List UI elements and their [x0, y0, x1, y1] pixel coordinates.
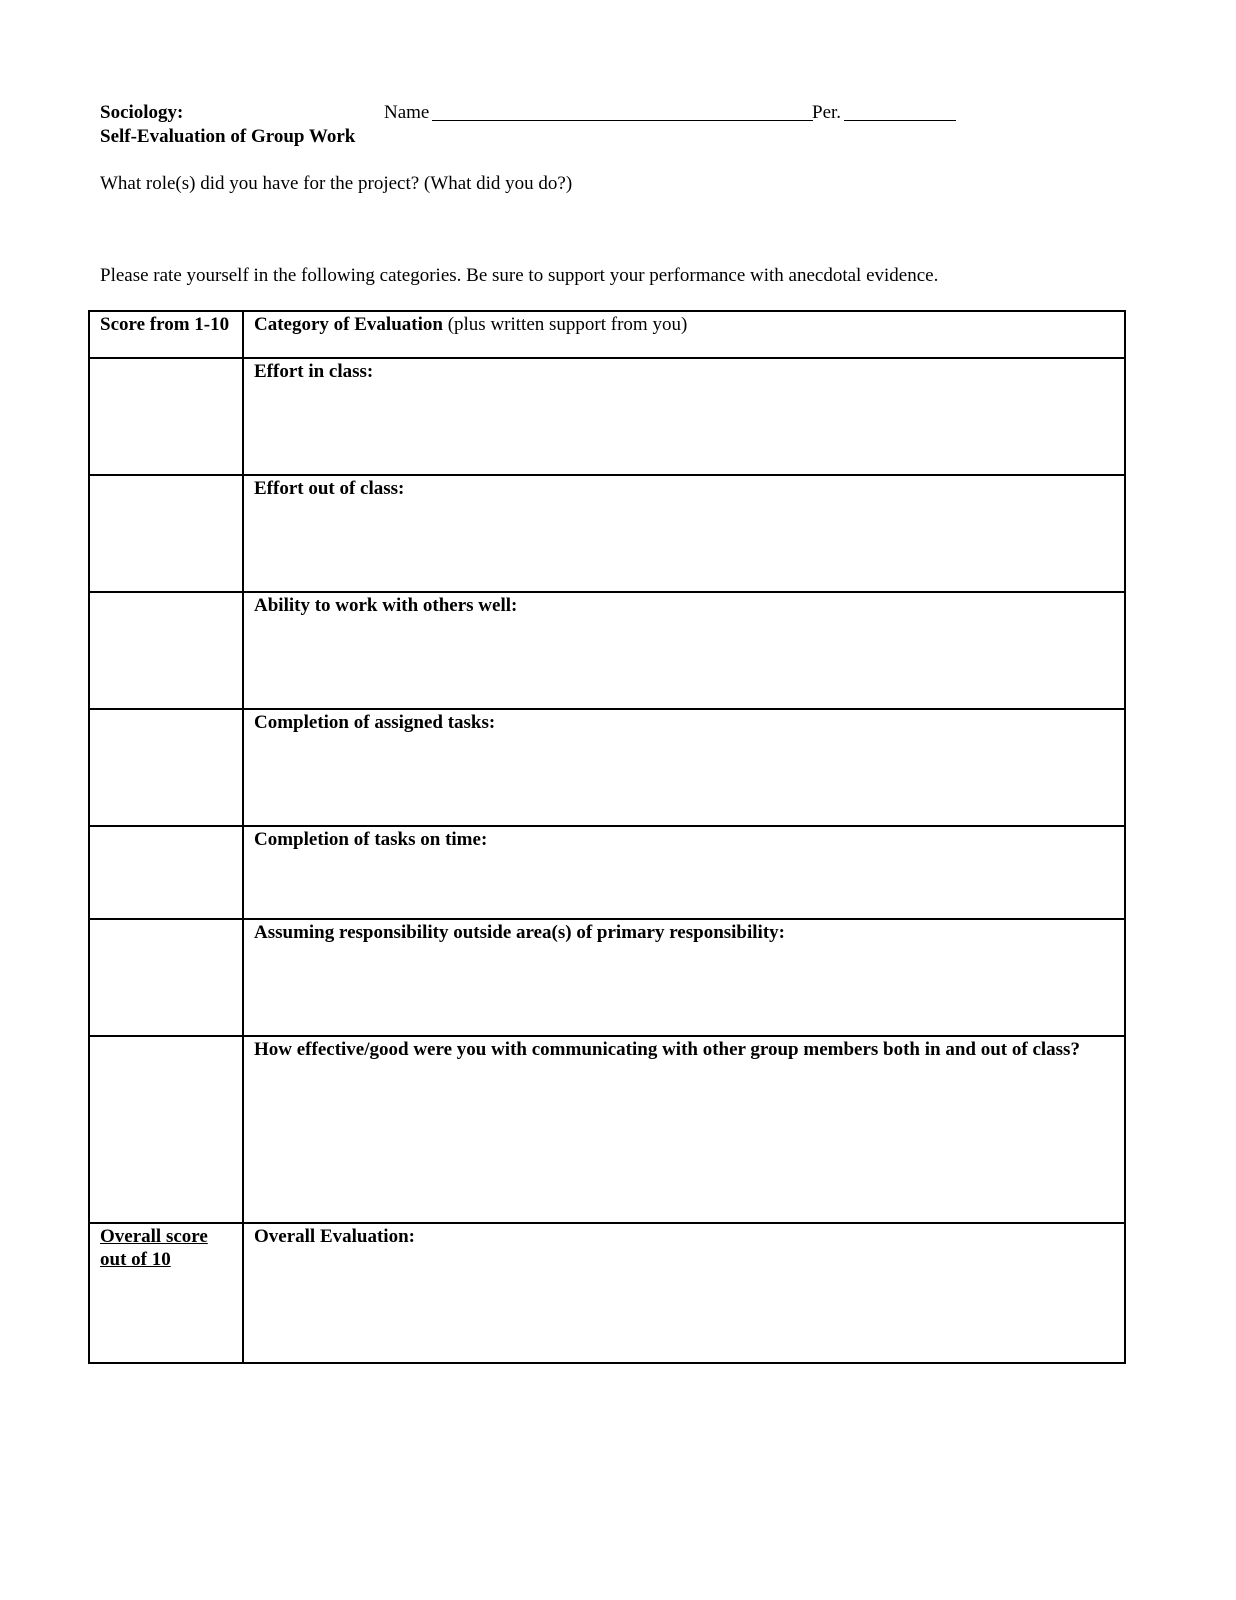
role-question: What role(s) did you have for the project? (What did you do?) — [100, 173, 573, 194]
course-title: Sociology: — [100, 102, 184, 123]
score-cell[interactable] — [89, 919, 243, 1036]
period-field[interactable] — [844, 120, 956, 121]
category-cell[interactable] — [243, 826, 1125, 919]
category-label: Completion of assigned tasks: — [254, 712, 496, 733]
score-cell[interactable] — [89, 709, 243, 826]
category-label: How effective/good were you with communicating with other group members both in and out of class? — [254, 1039, 1080, 1060]
category-label: Ability to work with others well: — [254, 595, 518, 616]
category-cell[interactable] — [243, 919, 1125, 1036]
category-label: Assuming responsibility outside area(s) of primary responsibility: — [254, 922, 785, 943]
score-column-header — [89, 311, 243, 358]
category-cell[interactable] — [243, 475, 1125, 592]
overall-evaluation-cell[interactable] — [243, 1223, 1125, 1363]
overall-evaluation-label: Overall Evaluation: — [254, 1226, 415, 1247]
category-label: Completion of tasks on time: — [254, 829, 488, 850]
table-row — [89, 1036, 1125, 1223]
rating-instructions: Please rate yourself in the following categories. Be sure to support your performance with anecdotal evidence. — [100, 265, 939, 286]
category-cell[interactable] — [243, 592, 1125, 709]
category-cell[interactable] — [243, 709, 1125, 826]
evaluation-table — [88, 310, 1126, 1364]
overall-row — [89, 1223, 1125, 1363]
form-title: Self-Evaluation of Group Work — [100, 126, 356, 147]
table-header-row — [89, 311, 1125, 358]
table-row — [89, 826, 1125, 919]
category-header-note: (plus written support from you) — [442, 314, 688, 335]
category-cell[interactable] — [243, 358, 1125, 475]
score-cell[interactable] — [89, 475, 243, 592]
score-cell[interactable] — [89, 592, 243, 709]
name-field[interactable] — [432, 120, 813, 121]
overall-score-label: Overall score out of 10 — [100, 1226, 208, 1270]
table-row — [89, 919, 1125, 1036]
table-row — [89, 475, 1125, 592]
score-header-text: Score from 1-10 — [100, 314, 230, 335]
category-label: Effort out of class: — [254, 478, 405, 499]
table-row — [89, 709, 1125, 826]
category-header-bold: Category of Evaluation — [254, 314, 443, 335]
category-column-header — [243, 311, 1125, 358]
name-label: Name — [384, 102, 430, 123]
table-row — [89, 358, 1125, 475]
period-label: Per. — [812, 102, 842, 123]
score-cell[interactable] — [89, 826, 243, 919]
category-label: Effort in class: — [254, 361, 374, 382]
score-cell[interactable] — [89, 1036, 243, 1223]
category-cell[interactable] — [243, 1036, 1125, 1223]
score-cell[interactable] — [89, 358, 243, 475]
table-row — [89, 592, 1125, 709]
overall-score-cell[interactable] — [89, 1223, 243, 1363]
